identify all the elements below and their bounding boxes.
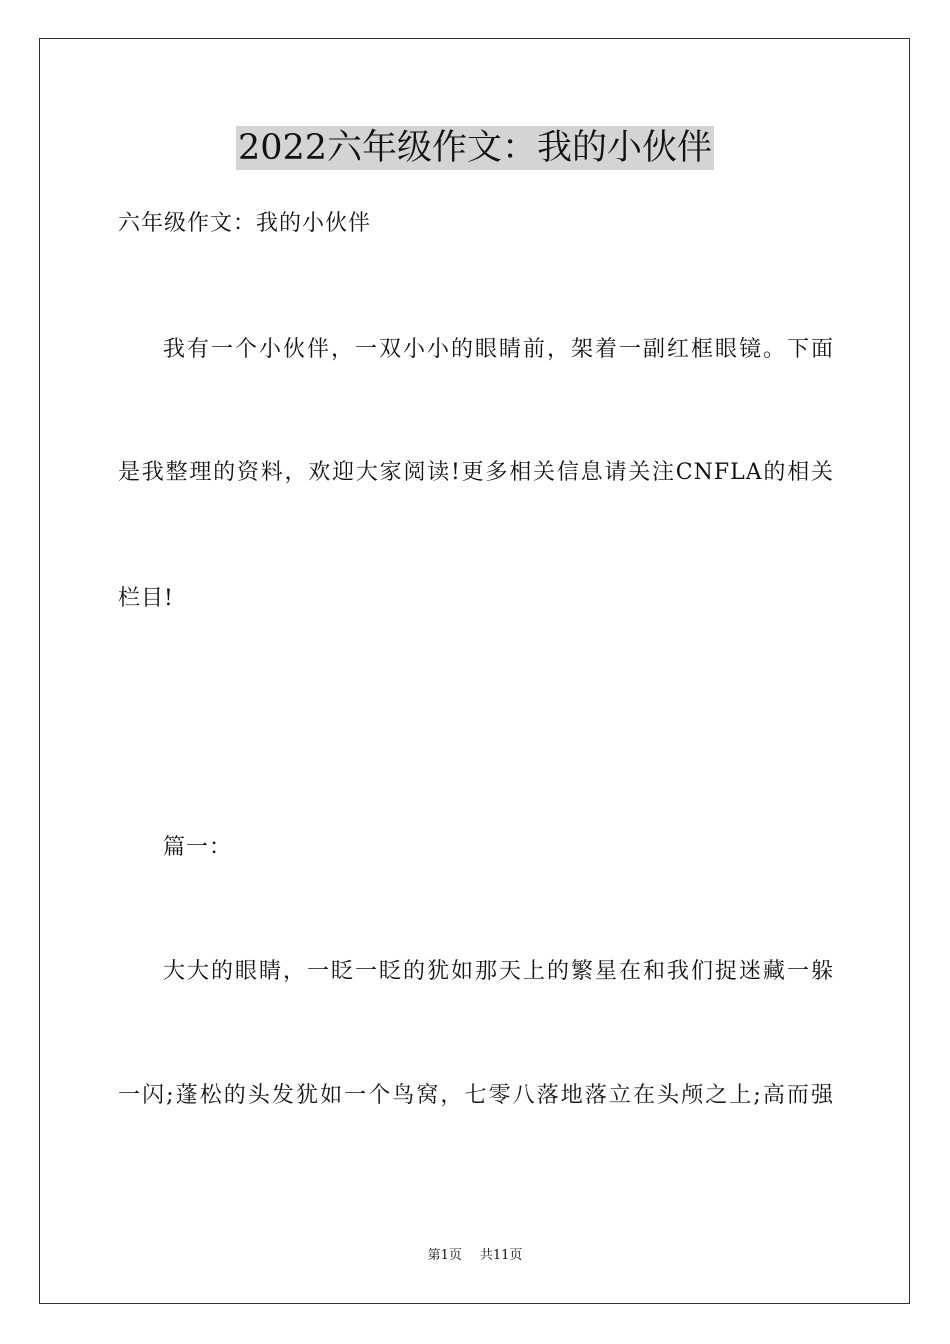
section-heading: 篇一： bbox=[163, 835, 233, 860]
page-total: 共11页 bbox=[479, 1248, 523, 1263]
paragraph-line: 栏目! bbox=[118, 586, 174, 611]
paragraph-line: 一闪;蓬松的头发犹如一个鸟窝，七零八落地落立在头颅之上;高而强 bbox=[118, 1083, 834, 1108]
title-container bbox=[0, 126, 950, 170]
page-footer bbox=[0, 1247, 950, 1265]
document-title: 2022六年级作文：我的小伙伴 bbox=[237, 128, 713, 168]
paragraph-line: 我有一个小伙伴，一双小小的眼睛前，架着一副红框眼镜。下面 bbox=[163, 337, 834, 362]
paragraph-line: 是我整理的资料，欢迎大家阅读!更多相关信息请关注CNFLA的相关 bbox=[118, 460, 834, 485]
document-subtitle: 六年级作文：我的小伙伴 bbox=[118, 211, 372, 236]
page-number: 第1页 bbox=[427, 1248, 462, 1263]
paragraph-line: 大大的眼睛，一眨一眨的犹如那天上的繁星在和我们捉迷藏一躲 bbox=[163, 959, 834, 984]
